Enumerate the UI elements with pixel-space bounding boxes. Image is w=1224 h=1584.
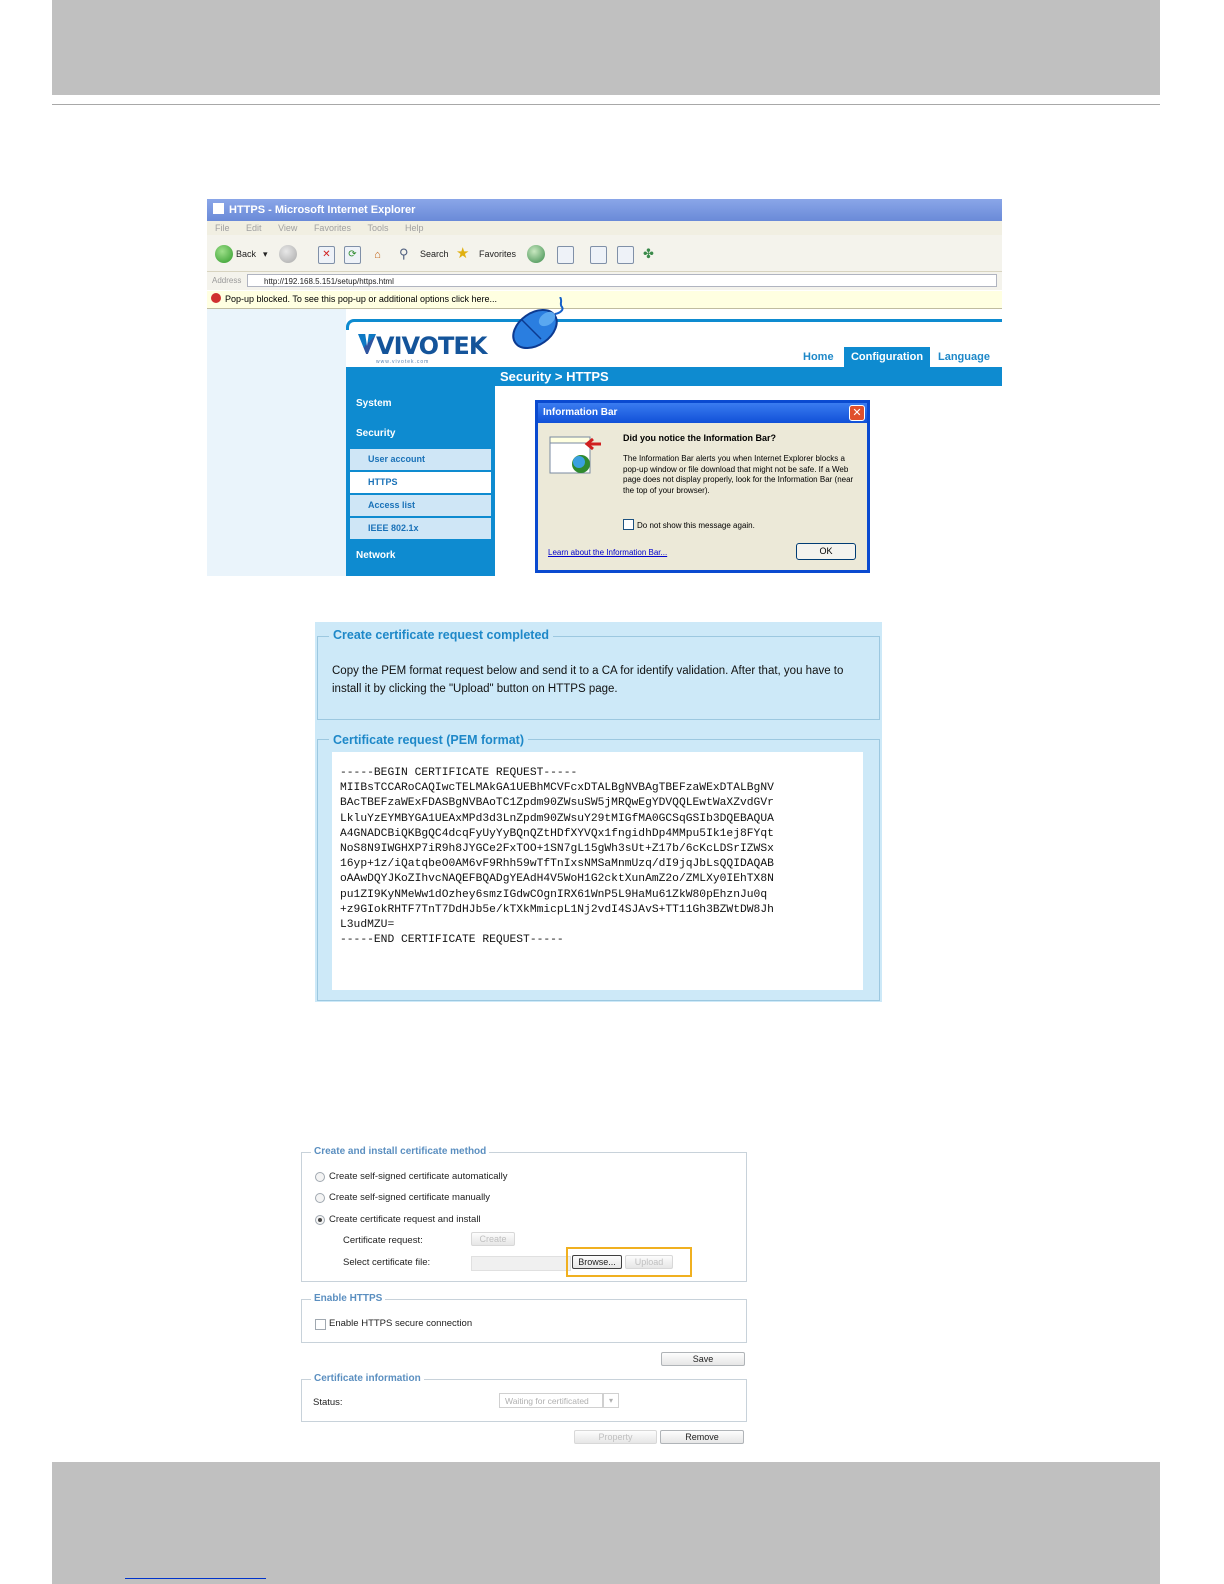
pem-text[interactable]: -----BEGIN CERTIFICATE REQUEST----- MIIBsTCCARoCAQIwcTELMAkGA1UEBhMCVFcxDTALBgNVBAgTBEFzaWExDTALBgNV BAcTBEFzaWExFDASBgNVBAoTC1Zpdm90ZWsuSW5jMRQwEgYDVQQLEwtWaXZvdGVr LkluYzEYMBYGA1UEAxMPd3d3LnZpdm90ZWsuY29tMIGfMA0GCSqGSIb3DQEBAQUA A4GNADCBiQKBgQC4dcqFyUyYyBQnQZtHDfXYVQx1fngidhDp4MMpu5Ik1ej8FYqt NoS8N9IWGHXP7iR9h8JYGCe2FxTOO+1SN7gL15gWh3sUt+Z17b/6cKcLDSrIZWSx 16yp+1z/iQatqbeO0AM6vF9Rhh59wTfTnIxsNMSaMnmUzq/dI9jqJbLsQQIDAQAB oAAwDQYJKoZIhvcNAQEFBQADgYEAdH4V5WoH1G2cktXunAmZ2o/ZMLXy0IEhTX8N pu1ZI9KyNMeWw1dOzhey6smzIGdwCOgnIRX61WnP5L9HaMu61ZkW80pEhznJu0q +z9GIokRHTF7TnT7DdHJb5e/kTXkMmicpL1Nj2vdI4SJAvS+TT11Gh3BZWtDW8Jh L3udMZU= -----END CERTIFICATE REQUEST----- [340, 767, 774, 947]
dialog-body: The Information Bar alerts you when Internet Explorer blocks a pop-up window or file download that might not be safe. If a Web page does not display properly, look for the Information Bar (near the top of your browser). [623, 454, 854, 495]
favorites-button[interactable]: Favorites [479, 249, 517, 259]
pem-legend: Certificate request (PEM format) [329, 733, 528, 747]
ie-toolbar [207, 235, 1002, 272]
footer-link-underline[interactable] [125, 1578, 266, 1579]
tab-language[interactable]: Language [938, 351, 990, 363]
menu-view[interactable]: View [278, 223, 298, 233]
ok-button[interactable]: OK [796, 543, 856, 560]
menu-edit[interactable]: Edit [246, 223, 262, 233]
ie-window-screenshot [207, 199, 1002, 576]
search-button[interactable]: Search [420, 249, 449, 259]
tab-configuration[interactable]: Configuration [844, 347, 930, 367]
enable-https-label[interactable]: Enable HTTPS secure connection [329, 1318, 473, 1329]
https-settings-panel [299, 1143, 749, 1453]
dialog-title: Information Bar [538, 403, 867, 423]
cert-info-legend: Certificate information [311, 1373, 424, 1384]
sidebar-item-https[interactable]: HTTPS [350, 472, 491, 493]
save-button[interactable]: Save [661, 1352, 745, 1366]
home-icon[interactable]: ⌂ [374, 249, 381, 261]
method-legend: Create and install certificate method [311, 1146, 489, 1157]
enable-https-checkbox[interactable] [315, 1319, 326, 1330]
refresh-icon[interactable]: ⟳ [344, 246, 361, 264]
stop-icon[interactable]: ✕ [318, 246, 335, 264]
radio-self-signed-manual-label[interactable]: Create self-signed certificate manually [329, 1192, 491, 1203]
radio-self-signed-manual[interactable] [315, 1193, 325, 1203]
page-margin-left [207, 309, 347, 576]
radio-request-and-install-label[interactable]: Create certificate request and install [329, 1214, 481, 1225]
radio-self-signed-auto-label[interactable]: Create self-signed certificate automatically [329, 1171, 508, 1182]
address-input[interactable]: http://192.168.5.151/setup/https.html [247, 274, 997, 287]
forward-icon[interactable] [279, 245, 297, 263]
checkbox-box[interactable] [623, 519, 634, 530]
create-button[interactable]: Create [471, 1232, 515, 1246]
ie-title-text: HTTPS - Microsoft Internet Explorer [229, 204, 416, 216]
upload-button[interactable]: Upload [625, 1255, 673, 1269]
select-file-label: Select certificate file: [343, 1257, 431, 1268]
radio-request-and-install[interactable] [315, 1215, 325, 1225]
dont-show-again-label[interactable]: Do not show this message again. [637, 521, 755, 530]
property-button[interactable]: Property [574, 1430, 657, 1444]
pem-text-area[interactable] [332, 752, 863, 990]
favorites-star-icon[interactable]: ★ [456, 245, 470, 262]
learn-more-link[interactable]: Learn about the Information Bar... [548, 548, 668, 557]
information-bar-illustration-icon [549, 436, 601, 474]
radio-self-signed-auto[interactable] [315, 1172, 325, 1182]
breadcrumb: Security > HTTPS [500, 369, 609, 384]
menu-tools[interactable]: Tools [367, 223, 389, 233]
sidebar-item-access-list[interactable]: Access list [350, 495, 491, 516]
request-instructions: Copy the PEM format request below and send it to a CA for identify validation. After that, you have to install it by clicking the "Upload" button on HTTPS page. [332, 665, 844, 695]
information-bar[interactable] [207, 291, 1002, 309]
menu-favorites[interactable]: Favorites [313, 223, 351, 233]
messenger-icon[interactable]: ✤ [643, 246, 654, 261]
remove-button[interactable]: Remove [660, 1430, 744, 1444]
sidebar-item-ieee-8021x[interactable]: IEEE 802.1x [350, 518, 491, 539]
sidebar-item-system[interactable]: System [356, 398, 392, 409]
request-completed-legend: Create certificate request completed [329, 628, 553, 642]
certificate-request-panel [315, 622, 882, 1002]
cert-request-label: Certificate request: [343, 1235, 423, 1246]
chevron-down-icon[interactable]: ▾ [603, 1393, 619, 1408]
browse-upload-highlight [566, 1247, 692, 1277]
vivotek-logo-url: www.vivotek.com [376, 359, 430, 365]
vivotek-logo-mark [358, 334, 376, 354]
vivotek-logo-text: VIVOTEK [376, 332, 487, 360]
ie-menu-bar [207, 221, 1002, 235]
vivotek-frame-top [346, 319, 1002, 330]
ie-window-icon [213, 203, 224, 214]
back-icon[interactable] [215, 245, 233, 263]
menu-file[interactable]: File [215, 223, 230, 233]
history-icon[interactable] [527, 245, 545, 263]
mail-icon[interactable] [557, 246, 574, 264]
status-label: Status: [313, 1397, 343, 1408]
vivotek-logo[interactable] [358, 332, 488, 366]
information-bar-text[interactable]: Pop-up blocked. To see this pop-up or additional options click here... [225, 294, 497, 304]
ie-title-bar [207, 199, 1002, 221]
search-icon[interactable]: ⚲ [399, 246, 409, 261]
print-icon[interactable] [590, 246, 607, 264]
header-rule [52, 104, 1160, 105]
footer-band [52, 1462, 1160, 1584]
sidebar-item-security[interactable]: Security [356, 428, 396, 439]
vivotek-sidebar [346, 386, 495, 576]
mouse-pointer-icon [507, 297, 567, 352]
enable-https-legend: Enable HTTPS [311, 1293, 385, 1304]
sidebar-item-user-account[interactable]: User account [350, 449, 491, 470]
tab-home[interactable]: Home [803, 351, 834, 363]
file-path-input[interactable] [471, 1256, 571, 1271]
vivotek-title-band [346, 367, 1002, 386]
dialog-heading: Did you notice the Information Bar? [623, 433, 777, 443]
dont-show-again-checkbox[interactable] [623, 519, 755, 530]
address-bar [207, 272, 1002, 290]
information-bar-dialog [535, 400, 870, 573]
back-dropdown-icon[interactable]: ▾ [263, 249, 268, 259]
menu-help[interactable]: Help [405, 223, 424, 233]
edit-icon[interactable] [617, 246, 634, 264]
header-band [52, 0, 1160, 95]
sidebar-item-network[interactable]: Network [356, 550, 396, 561]
popup-blocked-icon [211, 293, 221, 303]
address-label: Address [212, 276, 242, 285]
status-select[interactable]: Waiting for certificated [499, 1393, 603, 1408]
close-icon[interactable]: ✕ [849, 405, 865, 421]
back-button[interactable]: Back [236, 249, 257, 259]
browse-button[interactable]: Browse... [572, 1255, 622, 1269]
